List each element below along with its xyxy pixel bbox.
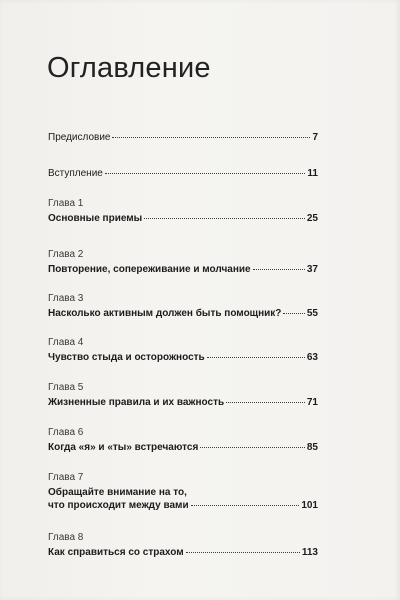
toc-entry-title: Вступление [48, 168, 103, 179]
toc-entry-title-line-1: Обращайте внимание на то, [48, 487, 187, 498]
toc-page-number: 63 [306, 352, 318, 363]
toc-entry-chapter-5[interactable] [48, 382, 318, 409]
toc-entry-title: Основные приемы [48, 213, 143, 224]
toc-entry-chapter-3[interactable] [48, 293, 318, 320]
chapter-label: Глава 2 [48, 249, 84, 260]
toc-entry-introduction[interactable] [48, 167, 318, 180]
chapter-label: Глава 4 [48, 337, 84, 348]
toc-entry-line [48, 263, 318, 276]
toc-page-number: 55 [306, 308, 318, 319]
toc-page-number: 85 [306, 442, 318, 453]
dot-leader [283, 313, 304, 314]
toc-page-number: 71 [306, 397, 318, 408]
chapter-label: Глава 8 [48, 532, 84, 543]
chapter-label: Глава 6 [48, 427, 84, 438]
toc-entry-line [48, 212, 318, 225]
toc-entry-line [48, 167, 318, 180]
page-title: Оглавление [47, 52, 211, 84]
toc-entry-chapter-8[interactable] [48, 532, 318, 559]
toc-page-number: 101 [301, 500, 318, 511]
toc-entry-line [48, 499, 318, 512]
toc-entry-line [48, 441, 318, 454]
toc-page-number: 113 [301, 547, 318, 558]
toc-entry-title: Повторение, сопереживание и молчание [48, 264, 251, 275]
toc-entry-chapter-4[interactable] [48, 337, 318, 364]
toc-entry-line [48, 131, 318, 144]
dot-leader [253, 269, 305, 270]
toc-entry-title: Жизненные правила и их важность [48, 397, 225, 408]
toc-page-number: 11 [307, 168, 318, 179]
toc-page-number: 7 [312, 132, 318, 143]
toc-entry-title: Чувство стыда и осторожность [48, 352, 205, 363]
toc-page-number: 37 [306, 264, 318, 275]
dot-leader [207, 357, 305, 358]
toc-entry-chapter-1[interactable] [48, 198, 318, 225]
toc-entry-title-line-2: что происходит между вами [48, 500, 189, 511]
toc-entry-preface[interactable] [48, 131, 318, 144]
toc-entry-title: Как справиться со страхом [48, 547, 184, 558]
dot-leader [226, 402, 305, 403]
toc-entry-title: Когда «я» и «ты» встречаются [48, 442, 199, 453]
toc-entry-chapter-7[interactable] [48, 472, 318, 512]
chapter-label: Глава 7 [48, 472, 84, 483]
chapter-label: Глава 5 [48, 382, 84, 393]
chapter-label: Глава 1 [48, 198, 84, 209]
toc-entry-line [48, 396, 318, 409]
dot-leader [191, 505, 300, 506]
toc-entry-line [48, 546, 318, 559]
dot-leader [186, 552, 300, 553]
chapter-label: Глава 3 [48, 293, 84, 304]
toc-entry-line [48, 351, 318, 364]
toc-entry-title: Насколько активным должен быть помощник? [48, 308, 282, 319]
toc-entry-line [48, 307, 318, 320]
dot-leader [200, 447, 305, 448]
dot-leader [144, 218, 305, 219]
dot-leader [112, 137, 310, 138]
toc-entry-chapter-6[interactable] [48, 427, 318, 454]
toc-entry-title: Предисловие [48, 132, 111, 143]
toc-entry-chapter-2[interactable] [48, 249, 318, 276]
dot-leader [105, 173, 306, 174]
toc-page-number: 25 [306, 213, 318, 224]
